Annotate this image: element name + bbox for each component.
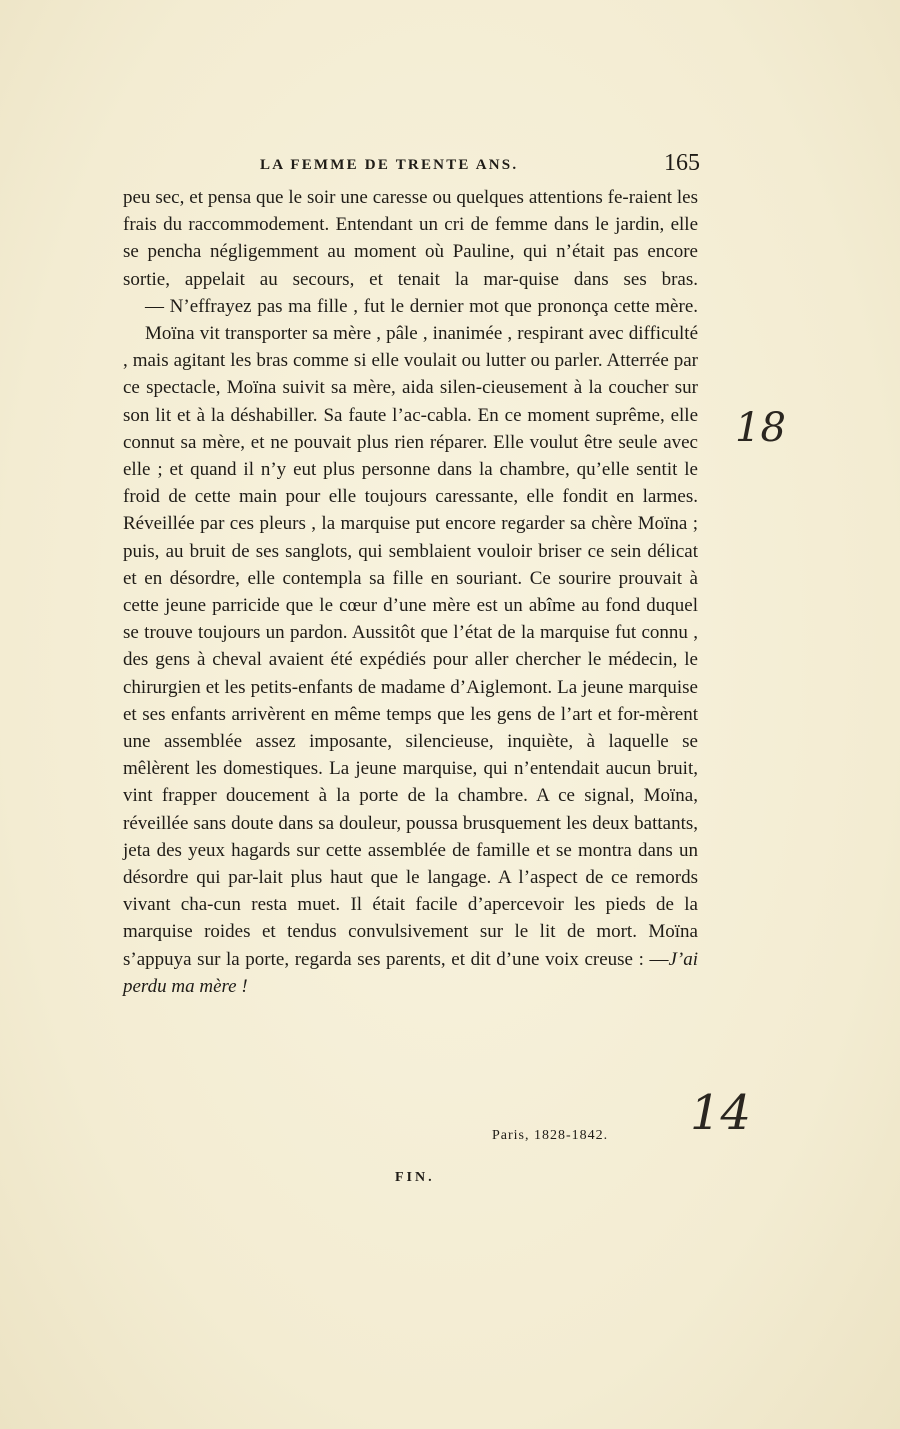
paragraph-3-text: Moïna vit transporter sa mère , pâle , inanimée , respirant avec difficulté , mais agitant les bras comme si elle voulait ou lutter ou parler. Atterrée par ce spectacle, Moïna suivit sa mère, aida silen-cieusement à la coucher sur son lit et à la déshabiller. Sa faute l’ac-cabla. En ce moment suprême, elle connut sa mère, et ne pouvait plus rien réparer. Elle voulut être seule avec elle ; et quand il n’y eut plus personne dans la chambre, qu’elle sentit le froid de cette main pour elle toujours caressante, elle fondit en larmes. Réveillée par ces pleurs , la marquise put encore regarder sa chère Moïna ; puis, au bruit de ses sanglots, qui semblaient vouloir briser ce sein délicat et en désordre, elle contempla sa fille en souriant. Ce sourire prouvait à cette jeune parricide que le cœur d’une mère est un abîme au fond duquel se trouve toujours un pardon. Aussitôt que l’état de la marquise fut connu , des gens à cheval avaient été expédiés pour aller chercher le médecin, le chirurgien et les petits-enfants de madame d’Aiglemont. La jeune marquise et ses enfants arrivèrent en même temps que les gens de l’art et for-mèrent une assemblée assez imposante, silencieuse, inquiète, à laquelle se mêlèrent les domestiques. La jeune marquise, qui n’entendait aucun bruit, vint frapper doucement à la porte de la chambre. A ce signal, Moïna, réveillée sans doute dans sa douleur, poussa brusquement les deux battants, jeta des yeux hagards sur cette assemblée de famille et se montra dans un désordre qui par-lait plus haut que le langage. A l’aspect de ce remords vivant cha-cun resta muet. Il était facile d’apercevoir les pieds de la marquise roides et tendus convulsivement sur le lit de mort. Moïna s’appuya sur la porte, regarda ses parents, et dit d’une voix creuse : —: [123, 323, 698, 970]
margin-annotation-upper: 18: [735, 405, 786, 451]
page-number: 165: [664, 150, 700, 176]
running-title: LA FEMME DE TRENTE ANS.: [260, 157, 519, 173]
margin-annotation-lower: 14: [690, 1085, 752, 1141]
paragraph-2: — N’effrayez pas ma fille , fut le dernier mot que prononça cette mère.: [145, 295, 698, 317]
paragraph-1: peu sec, et pensa que le soir une caresse ou quelques attentions fe-raient les frais du raccommodement. Entendant un cri de femme dans le jardin, elle se pencha négligemment au moment où Pauline, qui n’était pas encore sortie, appelait au secours, et tenait la mar-quise dans ses bras.: [123, 187, 698, 290]
place-date: Paris, 1828-1842.: [492, 1128, 609, 1143]
body-text: [123, 184, 698, 1000]
end-mark: FIN.: [395, 1170, 435, 1185]
paragraph-3: [123, 320, 698, 1000]
closing-quote: J’ai perdu ma mère !: [123, 948, 698, 997]
